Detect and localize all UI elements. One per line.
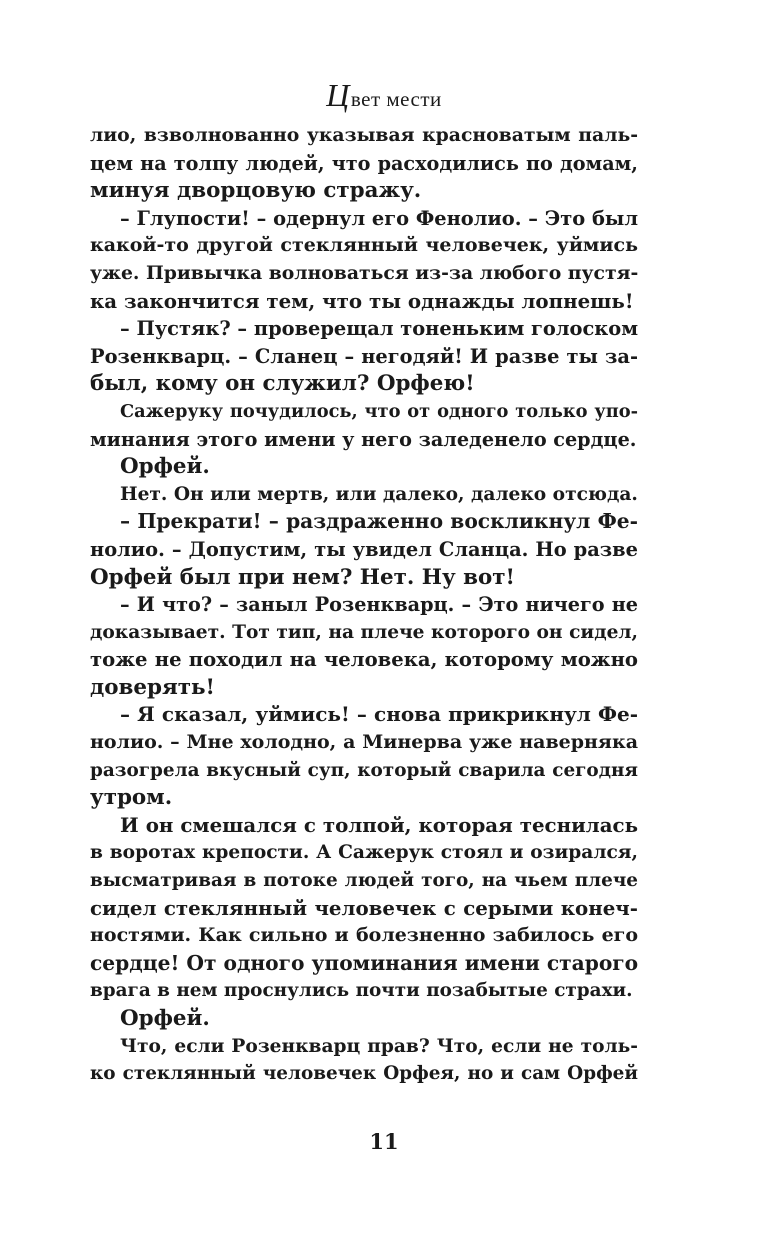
text-line: сердце! От одного упоминания имени старого <box>90 950 639 975</box>
text-line: – Прекрати! – раздраженно воскликнул Фе- <box>120 509 638 534</box>
text-line: Сажеруку почудилось, что от одного только упо- <box>120 400 638 422</box>
page-number: 11 <box>369 1129 399 1154</box>
text-line: ностями. Как сильно и болезненно забилось его <box>90 924 638 947</box>
text-line: Нет. Он или мертв, или далеко, далеко отсюда. <box>120 483 638 505</box>
text-line: – Пустяк? – проверещал тоненьким голоском <box>120 317 639 341</box>
text-line: сидел стеклянный человечек с серыми конеч- <box>90 895 638 920</box>
text-line: – И что? – заныл Розенкварц. – Это ничего не <box>120 593 638 617</box>
text-line: И он смешался с толпой, которая теснилась <box>120 812 638 837</box>
text-line: – Глупости! – одернул его Фенолио. – Это был <box>120 206 638 230</box>
running-head-initial: Ц <box>326 77 350 113</box>
text-line: Орфей. <box>120 1006 210 1031</box>
text-line: Орфей был при нем? Нет. Ну вот! <box>90 564 515 590</box>
text-line: был, кому он служил? Орфею! <box>90 371 475 397</box>
running-head <box>0 77 768 114</box>
text-line: разогрела вкусный суп, который сварила сегодня <box>90 759 638 781</box>
text-line: ка закончится тем, что ты однажды лопнешь! <box>90 288 634 313</box>
text-line: какой-то другой стеклянный человечек, уймись <box>90 234 638 257</box>
text-line: Что, если Розенкварц прав? Что, если не толь- <box>120 1035 638 1057</box>
text-line: ко стеклянный человечек Орфея, но и сам Орфей <box>90 1063 638 1085</box>
text-line: доверять! <box>90 674 215 700</box>
text-line: лио, взволнованно указывая красноватым паль- <box>90 124 638 146</box>
body-text <box>90 122 638 1088</box>
text-line: – Я сказал, уймись! – снова прикрикнул Фе- <box>120 702 638 727</box>
text-line: Розенкварц. – Сланец – негодяй! И разве ты за- <box>90 344 638 368</box>
text-line: тоже не походил на человека, которому можно <box>90 648 638 672</box>
text-line: Орфей. <box>120 454 210 480</box>
text-line: утром. <box>90 785 173 811</box>
text-line: нолио. – Допустим, ты увидел Сланца. Но разве <box>90 537 638 561</box>
text-line: минуя дворцовую стражу. <box>90 178 422 204</box>
text-line: цем на толпу людей, что расходились по домам, <box>90 151 638 175</box>
text-line: высматривая в потоке людей того, на чьем плече <box>90 870 638 892</box>
text-line: уже. Привычка волноваться из-за любого пустя- <box>90 261 639 284</box>
text-line: минания этого имени у него заледенело сердце. <box>90 427 637 451</box>
text-line: в воротах крепости. А Сажерук стоял и озирался, <box>90 842 638 864</box>
text-line: доказывает. Тот тип, на плече которого он сидел, <box>90 621 638 643</box>
running-head-title: вет мести <box>350 87 442 111</box>
text-line: врага в нем проснулись почти позабытые страхи. <box>90 980 633 1002</box>
text-line: нолио. – Мне холодно, а Минерва уже наверняка <box>90 731 638 754</box>
